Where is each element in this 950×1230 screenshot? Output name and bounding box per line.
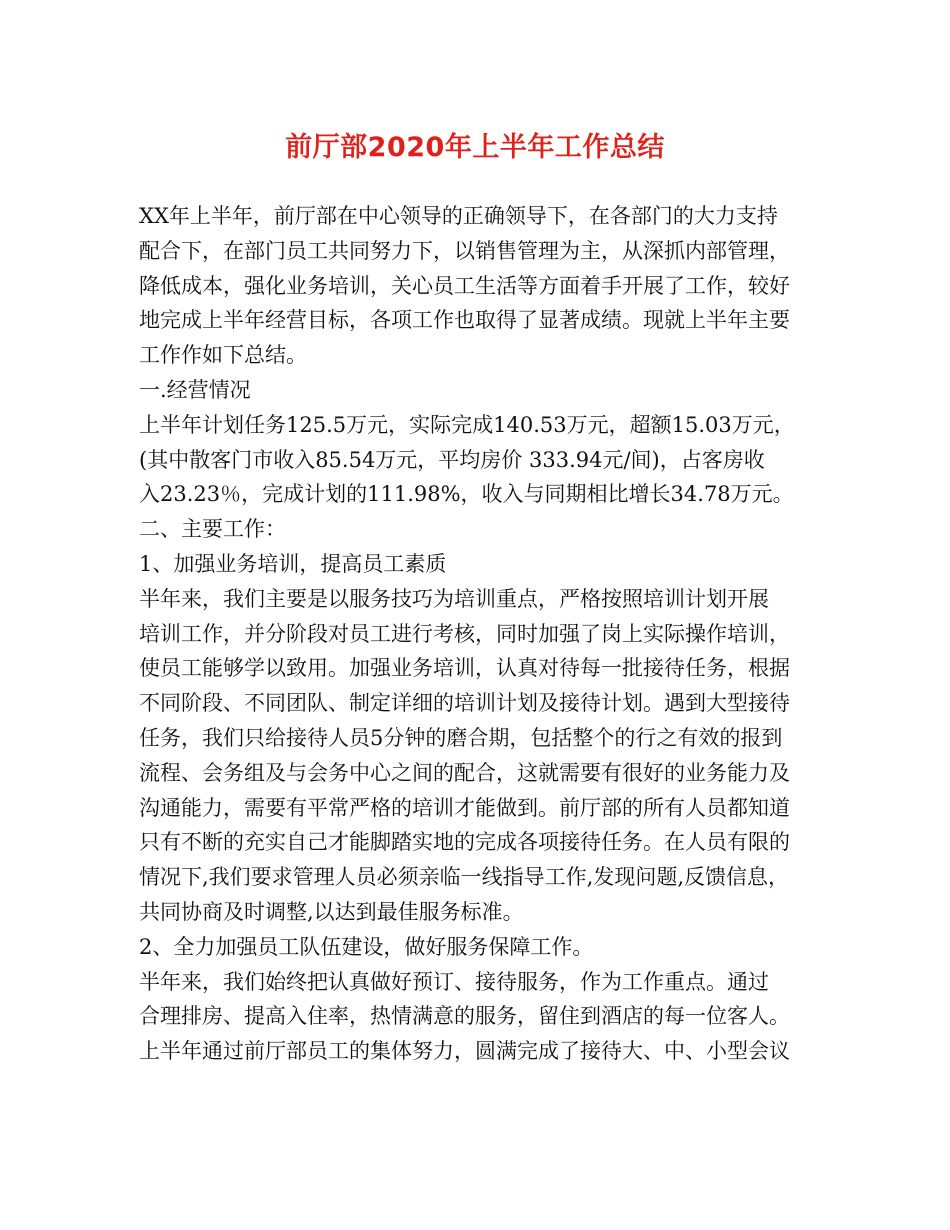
body-line: 使员工能够学以致用。加强业务培训，认真对待每一批接待任务，根据: [139, 656, 790, 681]
body-line: 二、主要工作：: [139, 517, 286, 542]
body-line: 只有不断的充实自己才能脚踏实地的完成各项接待任务。在人员有限的: [139, 830, 790, 855]
body-line: 2、全力加强员工队伍建设，做好服务保障工作。: [139, 934, 594, 959]
body-line: 流程、会务组及与会务中心之间的配合，这就需要有很好的业务能力及: [139, 760, 790, 785]
body-line: 培训工作，并分阶段对员工进行考核，同时加强了岗上实际操作培训，: [139, 621, 790, 646]
body-line: 地完成上半年经营目标，各项工作也取得了显著成绩。现就上半年主要: [139, 308, 790, 333]
body-line: 上半年通过前厅部员工的集体努力，圆满完成了接待大、中、小型会议: [139, 1039, 790, 1064]
body-line: 共同协商及时调整,以达到最佳服务标准。: [139, 899, 524, 924]
body-line: 入23.23％，完成计划的111.98%，收入与同期相比增长34.78万元。: [139, 482, 794, 507]
body-line: 工作作如下总结。: [139, 343, 307, 368]
document-body: [139, 199, 829, 1069]
body-line: 情况下,我们要求管理人员必须亲临一线指导工作,发现问题,反馈信息，: [139, 865, 790, 890]
body-line: 半年来，我们始终把认真做好预订、接待服务，作为工作重点。通过: [139, 969, 769, 994]
body-line: (其中散客门市收入85.54万元，平均房价 333.94元/间)，占客房收: [139, 447, 765, 472]
body-line: 降低成本，强化业务培训，关心员工生活等方面着手开展了工作，较好: [139, 273, 790, 298]
body-line: 一.经营情况: [139, 377, 251, 402]
body-line: 任务，我们只给接待人员5分钟的磨合期，包括整个的行之有效的报到: [139, 725, 783, 750]
body-line: 合理排房、提高入住率，热情满意的服务，留住到酒店的每一位客人。: [139, 1004, 790, 1029]
body-line: 沟通能力，需要有平常严格的培训才能做到。前厅部的所有人员都知道: [139, 795, 790, 820]
document-title: 前厅部2020年上半年工作总结: [285, 132, 665, 163]
body-line: 半年来，我们主要是以服务技巧为培训重点，严格按照培训计划开展: [139, 586, 769, 611]
body-line: 1、加强业务培训，提高员工素质: [139, 551, 447, 576]
body-line: 配合下，在部门员工共同努力下，以销售管理为主，从深抓内部管理，: [139, 238, 790, 263]
body-line: 上半年计划任务125.5万元，实际完成140.53万元，超额15.03万元，: [139, 412, 795, 437]
body-line: XX年上半年，前厅部在中心领导的正确领导下，在各部门的大力支持: [139, 204, 778, 228]
body-line: 不同阶段、不同团队、制定详细的培训计划及接待计划。遇到大型接待: [139, 691, 790, 716]
